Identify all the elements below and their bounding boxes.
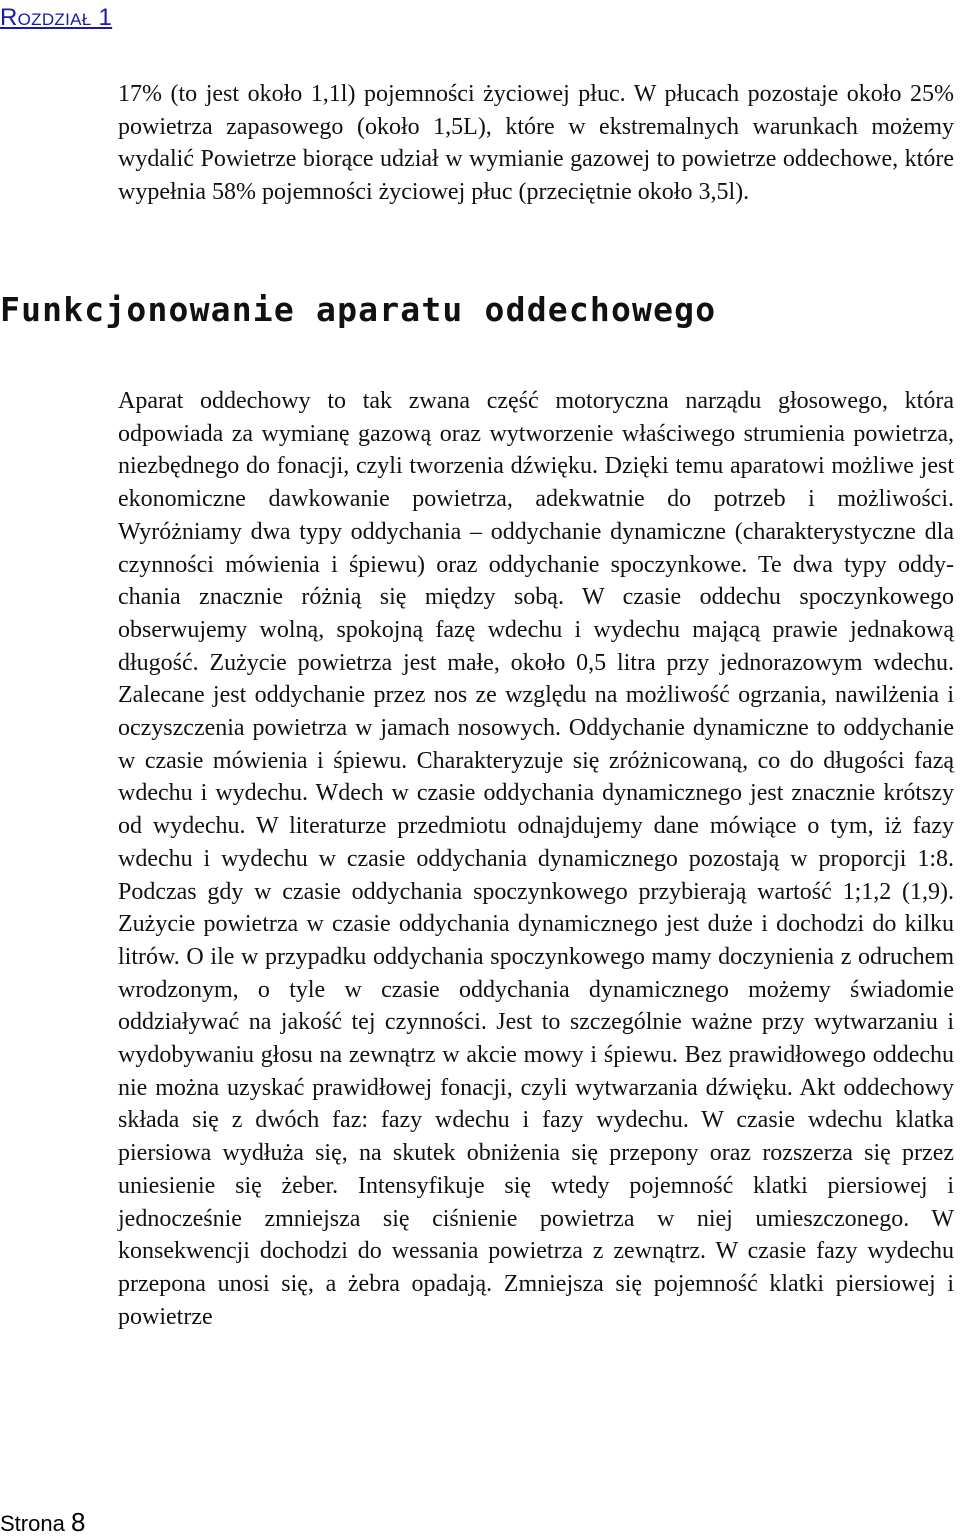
main-paragraph: Aparat oddechowy to tak zwana część motoryczna narządu głosowego, która odpowiada za wymianę gazową oraz wytworzenie właściwego strumienia powietrza, niezbędnego do fonacji, czyli tworzenia dźwięku. Dzięki temu aparatowi możliwe jest ekonomiczne dawkowanie powietrza, adekwatnie do potrzeb i możliwości. Wyróżniamy dwa typy oddychania – oddychanie dynamiczne (charakterystyczne dla czynności mówienia i śpiewu) oraz oddychanie spoczynkowe. Te dwa typy oddychania znacznie różnią się między sobą. W czasie oddechu spoczynkowego obserwujemy wolną, spokojną fazę wdechu i wydechu mającą prawie jednakową długość. Zużycie powietrza jest małe, około 0,5 litra przy jednorazowym wdechu. Zalecane jest oddychanie przez nos ze względu na możliwość ogrzania, nawilżenia i oczyszczenia powietrza w jamach nosowych. Oddychanie dynamiczne to oddychanie w czasie mówienia i śpiewu. Charakteryzuje się zróżnicowaną, co do długości fazą wdechu i wydechu. Wdech w czasie oddychania dynamicznego jest znacznie krótszy od wydechu. W literaturze przedmiotu odnajdujemy dane mówiące o tym, iż fazy wdechu i wydechu w czasie oddychania dynamicznego pozostają w proporcji 1:8. Podczas gdy w czasie oddychania spoczynkowego przybierają wartość 1;1,2 (1,9). Zużycie powietrza w czasie oddychania dynamicznego jest duże i dochodzi do kilku litrów. O ile w przypadku oddychania spoczynkowego mamy doczynienia z odruchem wrodzonym, o tyle w czasie oddychania dynamicznego możemy świadomie oddziaływać na jakość tej czynności. Jest to szczególnie ważne przy wytwarzaniu i wydobywaniu głosu na zewnątrz w akcie mowy i śpiewu. Bez prawidłowego oddechu nie można uzyskać prawidłowej fonacji, czyli wytwarzania dźwięku. Akt oddechowy składa się z dwóch faz: fazy wdechu i fazy wydechu. W czasie wdechu klatka piersiowa wydłuża się, na skutek obniżenia się przepony oraz rozszerza się przez uniesienie się żeber. Intensyfikuje się wtedy pojemność klatki piersiowej i jednocześnie zmniejsza się ciśnienie powietrza w niej umieszczonego. W konsekwencji dochodzi do wessania powietrza z zewnątrz. W czasie fazy wydechu przepona unosi się, a żebra opadają. Zmniejsza się pojemność klatki piersiowej i powietrze — [118, 388, 954, 1330]
intro-paragraph: 17% (to jest około 1,1l) pojemności życiowej płuc. W płucach pozostaje około 25% powietrza zapasowego (około 1,5L), które w ekstremalnych warunkach możemy wydalić Powietrze biorące udział w wymianie gazowej to powietrze oddechowe, które wypełnia 58% pojemności życiowej płuc (przeciętnie około 3,5l). — [118, 81, 954, 206]
page-label: Strona — [0, 1511, 65, 1536]
chapter-header: Rozdział 1 — [0, 4, 113, 31]
page-footer — [0, 1507, 85, 1538]
section-heading: Funkcjonowanie aparatu oddechowego — [0, 290, 717, 329]
page-number: 8 — [70, 1507, 86, 1537]
